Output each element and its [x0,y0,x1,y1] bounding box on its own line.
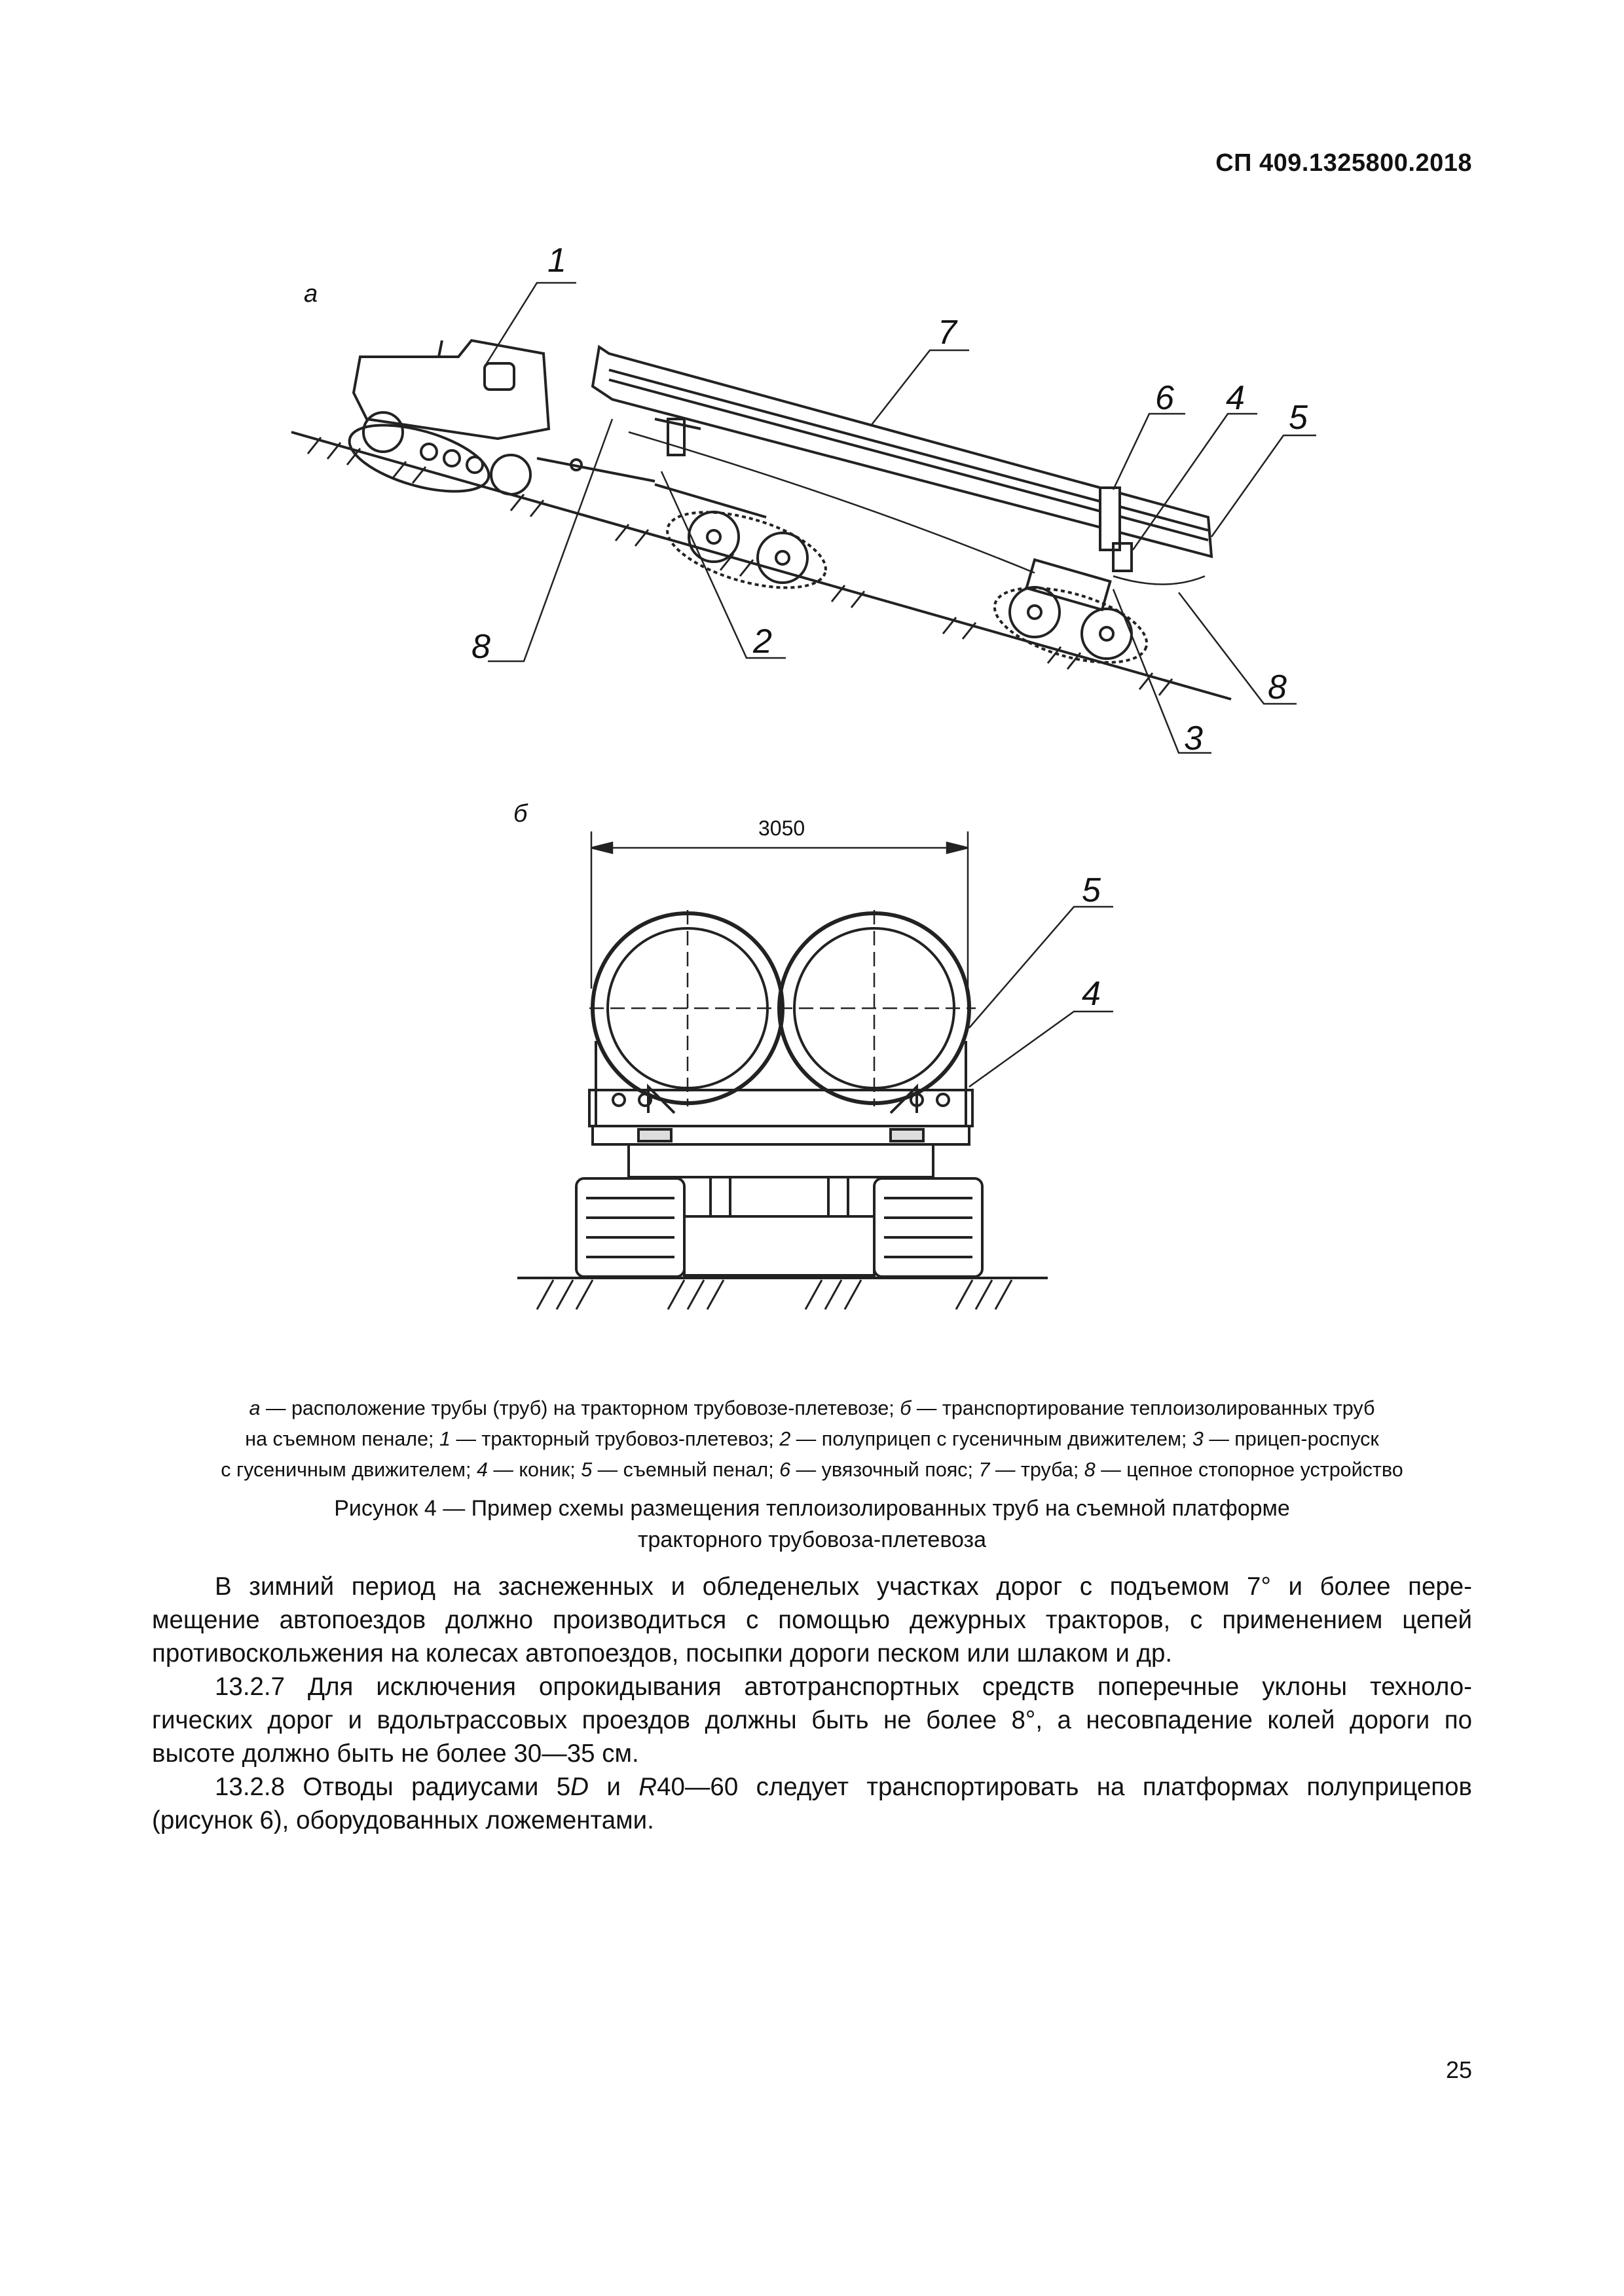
caption-line-2: тракторного трубовоза-плетевоза [637,1527,987,1552]
konik [593,1126,969,1275]
paragraph-3-line-2: (рисунок 6), оборудованных ложементами. [152,1806,654,1834]
callout-7: 7 [938,314,957,352]
figure-caption [144,1493,1480,1556]
legend-line-2: на съемном пенале; 1 — тракторный трубовоз-плетевоз; 2 — полуприцеп с гусеничным движителем; 3 — прицеп-роспуск [245,1428,1379,1450]
dimension-3050 [591,831,968,989]
callout-5: 5 [1289,399,1308,437]
callout-3: 3 [1184,720,1203,757]
callout-1: 1 [547,242,566,280]
tractor [342,340,549,505]
paragraph-1-line-1: В зимний период на заснеженных и обледенелых участках дорог с подъемом 7° и более пере- [215,1573,1472,1601]
paragraph-1-line-3: противоскольжения на колесах автопоездов, посыпки дороги песком или шлаком и др. [152,1639,1173,1667]
callout-2: 2 [753,623,772,661]
figure-part-a-letter: а [304,280,318,308]
crawler-tracks [576,1178,982,1277]
legend-line-3: с гусеничным движителем; 4 — коник; 5 — съемный пенал; 6 — увязочный пояс; 7 — труба; 8 — цепное стопорное устройство [221,1459,1403,1481]
binding-belt [1100,488,1120,550]
removable-penal [589,1041,972,1126]
figure-part-b-letter: б [513,800,528,828]
paragraph-3-line-1: 13.2.8 Отводы радиусами 5D и R40—60 следует транспортировать на платформах полуприцепов [215,1773,1473,1801]
callout-b-4: 4 [1082,975,1101,1013]
semi-trailer-tracks [659,497,834,602]
caption-line-1: Рисунок 4 — Пример схемы размещения теплоизолированных труб на съемной платформе [334,1496,1290,1521]
insulated-pipes [589,910,976,1106]
paragraph-1-line-2: мещение автопоездов должно производиться с помощью дежурных тракторов, с применением цепей [152,1606,1472,1634]
paragraph-2-line-1: 13.2.7 Для исключения опрокидывания автотранспортных средств поперечные уклоны техноло- [215,1673,1472,1701]
document-code: СП 409.1325800.2018 [1215,149,1472,177]
page-number: 25 [1445,2056,1472,2083]
callout-4: 4 [1226,379,1245,417]
legend-line-1: а — расположение трубы (труб) на тракторном трубовозе-плетевозе; б — транспортирование теплоизолированных труб [249,1397,1375,1419]
paragraph-2-line-2: гических дорог и вдольтрассовых проездов должны быть не более 8°, а несовпадение колей дороги по [152,1706,1472,1734]
dimension-label: 3050 [758,816,805,840]
figure-legend [144,1393,1480,1485]
callout-6: 6 [1155,379,1174,417]
ground-hatching-b [537,1280,1012,1309]
callout-8-left: 8 [471,628,490,666]
paragraph-2-line-3: высоте должно быть не более 30—35 см. [152,1740,639,1768]
body-text [152,1570,1472,1837]
callout-b-5: 5 [1082,871,1101,909]
callout-8-right: 8 [1268,668,1287,706]
